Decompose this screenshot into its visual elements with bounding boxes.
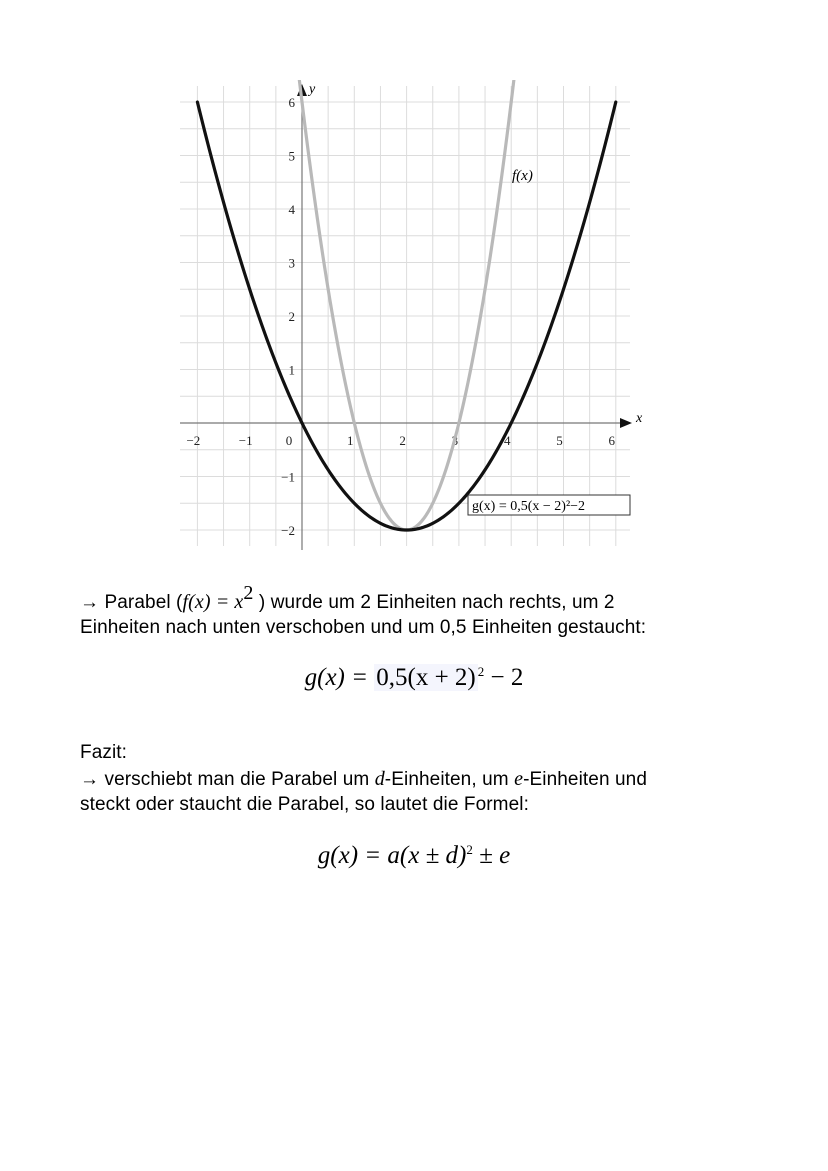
formula1-lhs: g(x) =: [304, 664, 375, 691]
formula2-body: a(x ± d): [387, 842, 467, 869]
p3-a: verschiebt man die Parabel um: [99, 769, 375, 790]
x-axis-arrow-icon: [620, 418, 632, 428]
formula-2: [0, 842, 828, 870]
p3-e: e: [514, 768, 524, 790]
x-tick-label: −1: [238, 433, 253, 448]
y-tick-label: 2: [288, 309, 295, 324]
x-tick-label: 3: [451, 433, 459, 448]
x-tick-label: 0: [285, 433, 293, 448]
formula1-tail: − 2: [484, 664, 524, 691]
curve-label-f: f(x): [512, 168, 533, 184]
formula1-body: 0,5(x + 2): [376, 664, 476, 691]
paragraph-3: [80, 767, 647, 792]
p3-b: -Einheiten, um: [384, 769, 515, 790]
formula-1: [0, 664, 828, 692]
x-tick-label: 6: [608, 433, 616, 448]
p1-formula: f(x) = x: [182, 591, 244, 613]
arrow-icon: →: [80, 769, 100, 790]
y-tick-label: 4: [288, 202, 295, 217]
parabola-graph: [170, 80, 650, 560]
fazit-heading: [80, 740, 127, 765]
formula1-exponent: 2: [477, 664, 485, 679]
formula2-exponent: 2: [466, 842, 473, 857]
fazit-label: Fazit:: [80, 742, 128, 763]
formula2-lhs: g(x) =: [317, 842, 388, 869]
grid: [180, 86, 630, 546]
formula2-tail: ± e: [472, 842, 511, 869]
x-tick-label: −2: [186, 433, 201, 448]
y-tick-label: 3: [288, 255, 295, 271]
paragraph-4: [80, 792, 529, 817]
p3-c: -Einheiten und: [523, 769, 648, 790]
x-tick-label: 2: [399, 433, 406, 448]
p3-d: d: [374, 768, 385, 790]
y-axis-label: y: [309, 82, 316, 97]
p2-text: Einheiten nach unten verschoben und um 0,5 Einheiten gestaucht:: [80, 617, 647, 638]
p1-exponent: 2: [243, 582, 254, 604]
y-tick-label: −1: [281, 469, 295, 485]
paragraph-2: [80, 615, 646, 640]
y-tick-label: 6: [288, 95, 295, 110]
p1-before: Parabel (: [99, 592, 183, 613]
y-tick-label: 5: [288, 148, 295, 164]
y-tick-label: −2: [281, 523, 295, 538]
p1-after: ) wurde um 2 Einheiten nach rechts, um 2: [253, 592, 615, 613]
arrow-icon: →: [80, 592, 100, 613]
paragraph-1: [80, 582, 615, 615]
curve-label-g: g(x) = 0,5(x − 2)²−2: [472, 499, 586, 514]
x-tick-label: 4: [503, 433, 511, 448]
curve-labels: [468, 168, 630, 515]
y-tick-label: 1: [288, 362, 295, 378]
x-axis-label: x: [636, 411, 643, 426]
p4-text: steckt oder staucht die Parabel, so lautet die Formel:: [80, 794, 529, 815]
x-tick-label: 1: [347, 433, 354, 448]
x-tick-label: 5: [556, 433, 563, 448]
